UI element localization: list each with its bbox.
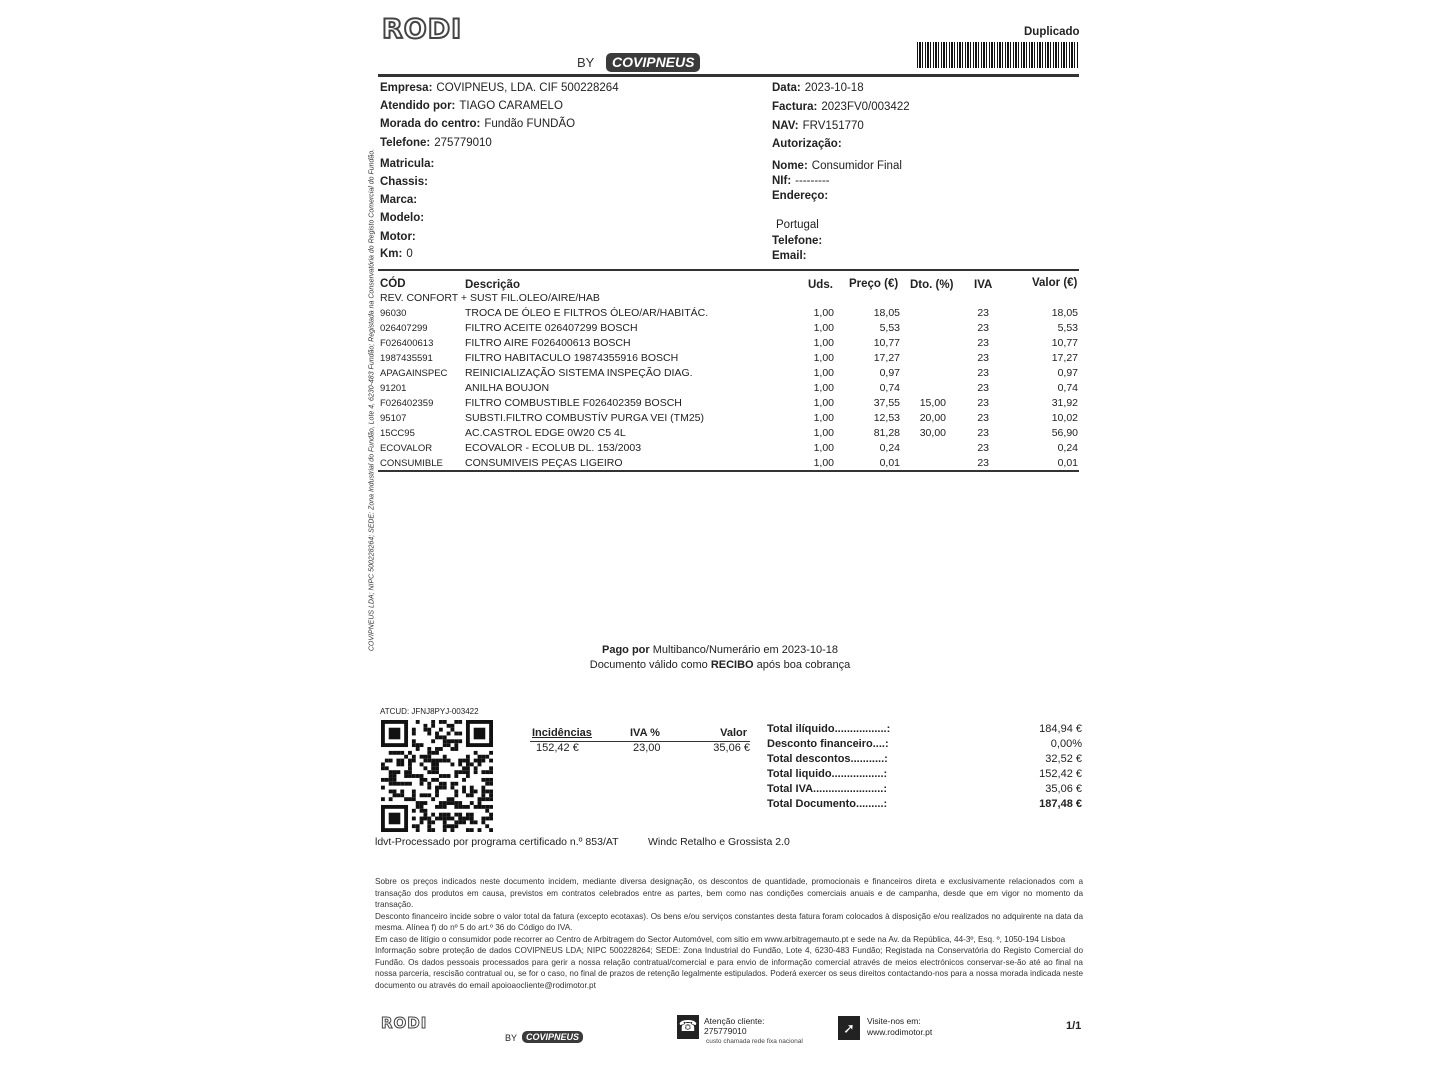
line-price: 0,24	[879, 442, 900, 454]
line-vat: 23	[977, 457, 989, 469]
line-vat: 23	[977, 397, 989, 409]
info-label: NAV:	[772, 120, 799, 132]
line-quantity: 1,00	[813, 367, 834, 379]
phone-number: 275779010	[704, 1026, 747, 1036]
footer-covipneus-logo	[522, 1031, 583, 1043]
info-label: Marca:	[380, 194, 418, 206]
info-value: Consumidor Final	[811, 160, 902, 172]
info-label: Motor:	[380, 231, 416, 243]
info-row	[772, 101, 910, 113]
total-label: Total IVA.......................:	[767, 783, 887, 795]
info-row	[772, 82, 864, 94]
info-row	[380, 194, 421, 206]
info-value: COVIPNEUS, LDA. CIF 500228264	[436, 82, 619, 94]
header-divider	[378, 74, 1079, 77]
total-label: Total Documento.........:	[767, 798, 888, 810]
line-code: 91201	[380, 383, 407, 394]
table-bottom-line	[378, 470, 1079, 472]
line-price: 18,05	[873, 307, 900, 319]
line-quantity: 1,00	[813, 412, 834, 424]
phone-note: custo chamada rede fixa nacional	[706, 1038, 803, 1045]
line-quantity: 1,00	[813, 337, 834, 349]
info-value: ---------	[795, 175, 830, 187]
info-row	[772, 190, 832, 202]
info-value: Portugal	[776, 219, 819, 231]
line-value: 10,02	[1051, 412, 1078, 424]
info-row	[380, 248, 413, 260]
line-code: F026402359	[380, 398, 434, 409]
line-code: CONSUMIBLE	[380, 458, 443, 469]
incidence-col-rate: IVA %	[630, 727, 660, 739]
info-row	[772, 138, 846, 150]
incidence-base: 152,42 €	[536, 742, 579, 754]
col-preco: Preço (€)	[849, 278, 899, 290]
total-label: Total liquido.................:	[767, 768, 888, 780]
col-valor: Valor (€)	[1032, 277, 1078, 289]
line-code: 96030	[380, 308, 407, 319]
line-quantity: 1,00	[813, 457, 834, 469]
info-label: Empresa:	[380, 82, 433, 94]
info-row	[380, 82, 619, 94]
line-quantity: 1,00	[813, 442, 834, 454]
info-value: 0	[406, 248, 413, 260]
info-label: Atendido por:	[380, 100, 456, 112]
line-description: FILTRO HABITACULO 19874355916 BOSCH	[465, 352, 679, 364]
info-label: Modelo:	[380, 212, 425, 224]
line-value: 0,01	[1057, 457, 1078, 469]
qr-code-icon	[381, 720, 493, 832]
incidence-header	[530, 727, 750, 742]
line-vat: 23	[977, 337, 989, 349]
line-description: SUBSTI.FILTRO COMBUSTÍV PURGA VEI (TM25)	[465, 412, 705, 424]
incidence-col-base: Incidências	[532, 727, 592, 739]
info-row	[772, 219, 819, 231]
software-name: Windc Retalho e Grossista 2.0	[648, 836, 790, 848]
line-value: 0,74	[1057, 382, 1078, 394]
info-label: Factura:	[772, 101, 818, 113]
line-value: 10,77	[1051, 337, 1078, 349]
line-code: F026400613	[380, 338, 434, 349]
line-price: 10,77	[873, 337, 900, 349]
info-row	[772, 175, 830, 187]
total-label: Total descontos...........:	[767, 753, 888, 765]
info-row	[380, 158, 438, 170]
atcud-code: ATCUD: JFNJ8PYJ-003422	[380, 707, 479, 716]
paid-by-label: Pago por	[602, 644, 650, 656]
table-top-line	[378, 269, 1079, 271]
col-cod: CÓD	[380, 278, 406, 290]
info-label: Chassis:	[380, 176, 428, 188]
info-row	[380, 118, 575, 130]
line-value: 56,90	[1051, 427, 1078, 439]
total-value: 35,06 €	[1045, 783, 1082, 795]
line-code: 026407299	[380, 323, 428, 334]
info-value: 2023FV0/003422	[821, 101, 910, 113]
terms-fine-print	[375, 876, 1083, 991]
line-vat: 23	[977, 442, 989, 454]
page-number: 1/1	[1066, 1020, 1082, 1032]
line-quantity: 1,00	[813, 322, 834, 334]
line-description: FILTRO AIRE F026400613 BOSCH	[465, 337, 631, 349]
line-value: 17,27	[1051, 352, 1078, 364]
line-vat: 23	[977, 382, 989, 394]
covipneus-text: COVIPNEUS	[612, 54, 695, 70]
receipt-pre: Documento válido como	[589, 659, 708, 671]
incidence-col-value: Valor	[720, 727, 747, 739]
line-description: FILTRO COMBUSTIBLE F026402359 BOSCH	[465, 397, 682, 409]
line-quantity: 1,00	[813, 397, 834, 409]
line-quantity: 1,00	[813, 382, 834, 394]
line-description: CONSUMIVEIS PEÇAS LIGEIRO	[465, 457, 623, 469]
line-vat: 23	[977, 322, 989, 334]
line-vat: 23	[977, 307, 989, 319]
web-link[interactable]: www.rodimotor.pt	[867, 1027, 933, 1037]
payment-line	[0, 644, 1440, 656]
line-description: AC.CASTROL EDGE 0W20 C5 4L	[465, 427, 626, 439]
terms-data-protection: Informação sobre proteção de dados COVIPNEUS LDA; NIPC 500228264; SEDE: Zona Industrial do Fundão, Lote 4, 6230-483 Fundão; Registada na Conservatória do Registo Comercial do Fundão. Os dados pessoais processados para gerir a nossa relação contratual/comercial e para envio de informação comercial através de meios electrónicos conservar-se-ão até ao final na nossa parceria, rescisão contratual ou, se for o caso, no final de prazos de retenção legalmente estipulados. Poderá exercer os seus direitos contactando-nos para a nossa morada indicada neste documento ou através do email apoioaocliente@rodimotor.pt	[375, 946, 1083, 990]
incidence-value: 35,06 €	[713, 742, 750, 754]
line-code: ECOVALOR	[380, 443, 433, 454]
line-vat: 23	[977, 352, 989, 364]
line-discount: 30,00	[919, 427, 946, 439]
line-code: 15CC95	[380, 428, 415, 439]
line-price: 0,74	[879, 382, 900, 394]
line-quantity: 1,00	[813, 352, 834, 364]
certification: ldvt-Processado por programa certificado n.º 853/AT	[375, 836, 619, 848]
line-quantity: 1,00	[813, 307, 834, 319]
info-row	[380, 176, 432, 188]
info-label: Nome:	[772, 160, 808, 172]
info-label: NIf:	[772, 175, 792, 187]
info-label: Telefone:	[380, 137, 431, 149]
info-row	[380, 231, 420, 243]
terms-financial-discount: Desconto financeiro incide sobre o valor total da fatura (excepto ecotaxas). Os bens e/ou serviços constantes desta fatura foram colocados à disposição e/ou realizados no adquirente na data da mesma. Alínea f) do nº 5 do art.º 36 do Código do IVA.	[375, 911, 1083, 932]
receipt-post: após boa cobrança	[756, 659, 851, 671]
line-vat: 23	[977, 367, 989, 379]
web-label: Visite-nos em:	[867, 1016, 921, 1026]
receipt-line	[0, 659, 1440, 671]
total-value: 184,94 €	[1039, 723, 1082, 735]
line-value: 31,92	[1051, 397, 1078, 409]
total-label: Total ilíquido.................:	[767, 723, 891, 735]
col-uds: Uds.	[808, 279, 833, 291]
info-row	[380, 137, 492, 149]
footer-covipneus-text: COVIPNEUS	[526, 1032, 580, 1042]
line-price: 37,55	[873, 397, 900, 409]
line-price: 0,97	[879, 367, 900, 379]
col-iva: IVA	[974, 279, 993, 291]
info-label: Data:	[772, 82, 801, 94]
col-dto: Dto. (%)	[910, 279, 954, 291]
line-price: 17,27	[873, 352, 900, 364]
terms-discounts: Sobre os preços indicados neste documento incidem, mediante diversa designação, os descontos de quantidade, promocionais e financeiros direta e exclusivamente relacionados com a transação dos produtos em causa, previstos em contratos celebrados entre as partes, bem como nas condições comerciais anuais e de campanha, desde que em vigor no momento da transação.	[375, 877, 1083, 909]
info-value: 2023-10-18	[804, 82, 864, 94]
line-code: APAGAINSPEC	[380, 368, 448, 379]
line-description: TROCA DE ÓLEO E FILTROS ÓLEO/AR/HABITÁC.	[465, 307, 709, 319]
line-description: ECOVALOR - ECOLUB DL. 153/2003	[465, 442, 642, 454]
copy-label: Duplicado	[1024, 26, 1080, 38]
terms-arbitration: Em caso de litígio o consumidor pode recorrer ao Centro de Arbitragem do Sector Automóvel, com sitio em www.arbitragemauto.pt e sede na Av. da República, 44-3º, Esq. º, 1050-194 Lisboa	[375, 934, 1066, 944]
line-discount: 15,00	[919, 397, 946, 409]
total-label: Desconto financeiro....:	[767, 738, 889, 750]
info-label: Email:	[772, 250, 807, 262]
line-description: REINICIALIZAÇÃO SISTEMA INSPEÇÃO DIAG.	[465, 367, 693, 379]
info-value: FRV151770	[802, 120, 864, 132]
phone-icon: ☎	[677, 1015, 699, 1039]
line-code: 95107	[380, 413, 407, 424]
info-row	[772, 250, 811, 262]
covipneus-logo	[606, 53, 700, 72]
info-row	[380, 100, 563, 112]
line-value: 18,05	[1051, 307, 1078, 319]
info-label: Km:	[380, 248, 403, 260]
info-value: TIAGO CARAMELO	[459, 100, 563, 112]
total-value: 0,00%	[1050, 738, 1082, 750]
info-row	[772, 120, 864, 132]
total-value: 32,52 €	[1045, 753, 1082, 765]
info-value: Fundão FUNDÃO	[484, 118, 576, 130]
info-label: Endereço:	[772, 190, 829, 202]
line-value: 0,97	[1057, 367, 1078, 379]
footer-rodi-logo: RODI	[381, 1014, 428, 1032]
line-value: 5,53	[1057, 322, 1078, 334]
total-value: 152,42 €	[1039, 768, 1082, 780]
info-row	[772, 160, 902, 172]
info-row	[380, 212, 428, 224]
barcode-icon	[917, 42, 1079, 68]
line-description: FILTRO ACEITE 026407299 BOSCH	[465, 322, 638, 334]
receipt-bold: RECIBO	[710, 659, 754, 671]
paid-by-value: Multibanco/Numerário em 2023-10-18	[652, 644, 838, 656]
incidence-rate: 23,00	[633, 742, 661, 754]
line-value: 0,24	[1057, 442, 1078, 454]
line-code: 1987435591	[380, 353, 433, 364]
line-price: 12,53	[873, 412, 900, 424]
line-price: 81,28	[873, 427, 900, 439]
line-discount: 20,00	[919, 412, 946, 424]
footer-by-label: BY	[505, 1033, 518, 1043]
line-quantity: 1,00	[813, 427, 834, 439]
by-label: BY	[577, 55, 595, 70]
info-label: Telefone:	[772, 235, 823, 247]
info-label: Matricula:	[380, 158, 435, 170]
line-price: 5,53	[879, 322, 900, 334]
line-vat: 23	[977, 412, 989, 424]
service-group: REV. CONFORT + SUST FIL.OLEO/AIRE/HAB	[380, 292, 600, 304]
line-vat: 23	[977, 427, 989, 439]
line-description: ANILHA BOUJON	[465, 382, 550, 394]
info-label: Morada do centro:	[380, 118, 481, 130]
cursor-icon: ➚	[838, 1016, 860, 1040]
line-price: 0,01	[879, 457, 900, 469]
info-row	[772, 235, 826, 247]
info-label: Autorização:	[772, 138, 842, 150]
rodi-logo: RODI	[382, 14, 463, 45]
col-desc: Descrição	[465, 279, 520, 291]
info-value: 275779010	[434, 137, 492, 149]
side-registry-note: COVIPNEUS LDA; NIPC 500228264; SEDE: Zona Industrial do Fundão, Lote 4, 6230-483 Fundão; Registada na Conservatória do Registo Comercial do Fundão.	[368, 148, 376, 652]
phone-label: Atenção cliente:	[704, 1016, 765, 1026]
total-value: 187,48 €	[1039, 798, 1082, 810]
